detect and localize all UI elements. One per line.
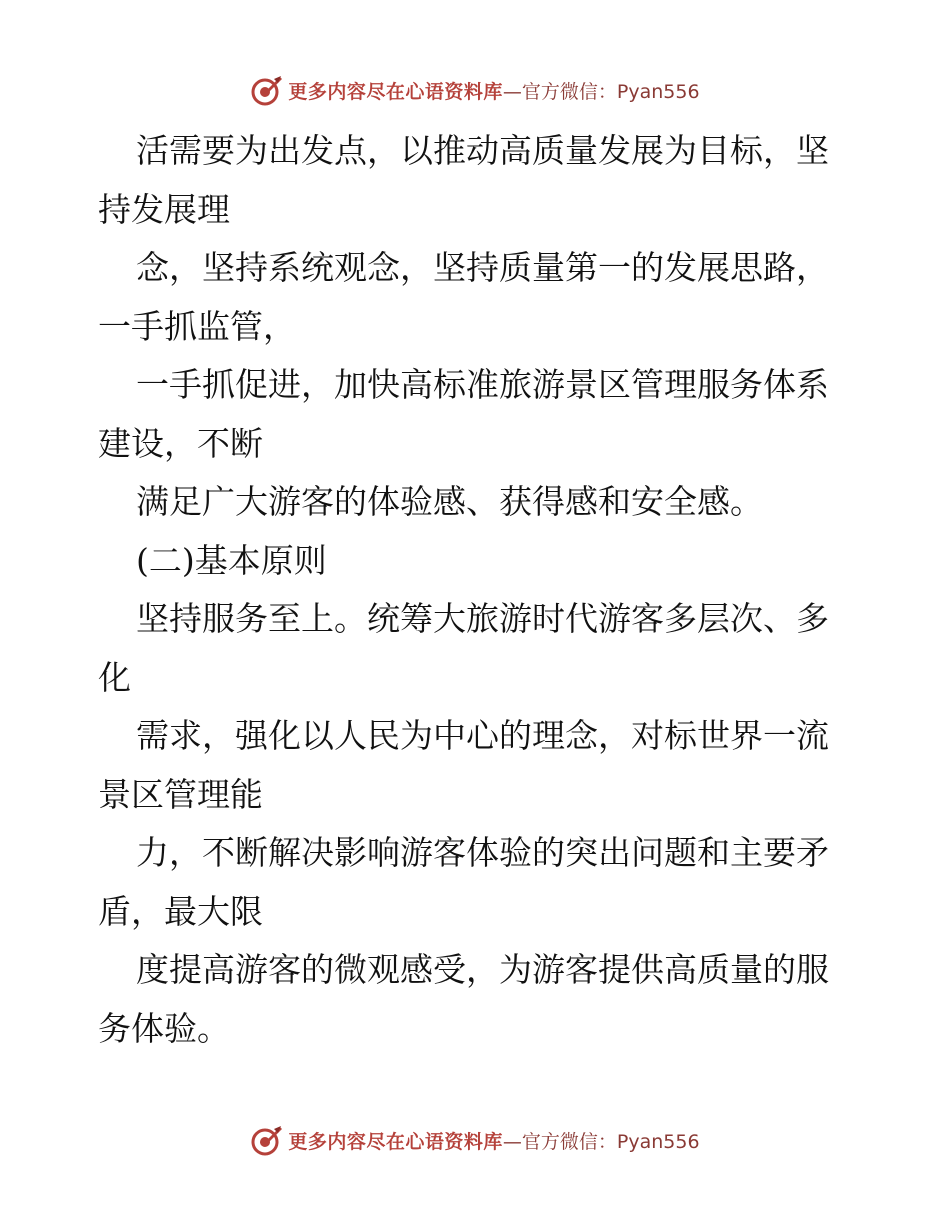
text-line: 度提高游客的微观感受，为游客提供高质量的服 (136, 950, 829, 989)
watermark-contact: —官方微信：Pyan556 (502, 1130, 700, 1153)
feather-logo-icon (250, 1123, 284, 1157)
text-line: 持发展理 (98, 189, 230, 229)
text-line: 坚持服务至上。统筹大旅游时代游客多层次、多 (136, 599, 829, 638)
text-line: 务体验。 (98, 1008, 230, 1048)
text-line: 需求，强化以人民为中心的理念，对标世界一流 (136, 716, 829, 755)
text-line: 力，不断解决影响游客体验的突出问题和主要矛 (136, 833, 829, 872)
feather-logo-icon (250, 73, 284, 107)
text-line: 一手抓促进，加快高标准旅游景区管理服务体系 (136, 365, 829, 404)
text-line: 盾，最大限 (98, 891, 263, 931)
text-line: 建设，不断 (98, 423, 263, 463)
watermark-title: 更多内容尽在心语资料库 (288, 1130, 503, 1153)
watermark-title: 更多内容尽在心语资料库 (288, 80, 503, 103)
watermark-contact: —官方微信：Pyan556 (502, 80, 700, 103)
section-heading: (二)基本原则 (136, 540, 327, 580)
text-line: 景区管理能 (98, 774, 263, 814)
text-line: 念，坚持系统观念，坚持质量第一的发展思路， (136, 248, 829, 287)
document-body (98, 122, 858, 1058)
text-line: 化 (98, 657, 131, 697)
text-line: 活需要为出发点，以推动高质量发展为目标，坚 (136, 131, 829, 170)
header-watermark (0, 70, 950, 110)
text-line: 满足广大游客的体验感、获得感和安全感。 (136, 482, 763, 521)
footer-watermark (0, 1120, 950, 1160)
text-line: 一手抓监管， (98, 306, 296, 346)
